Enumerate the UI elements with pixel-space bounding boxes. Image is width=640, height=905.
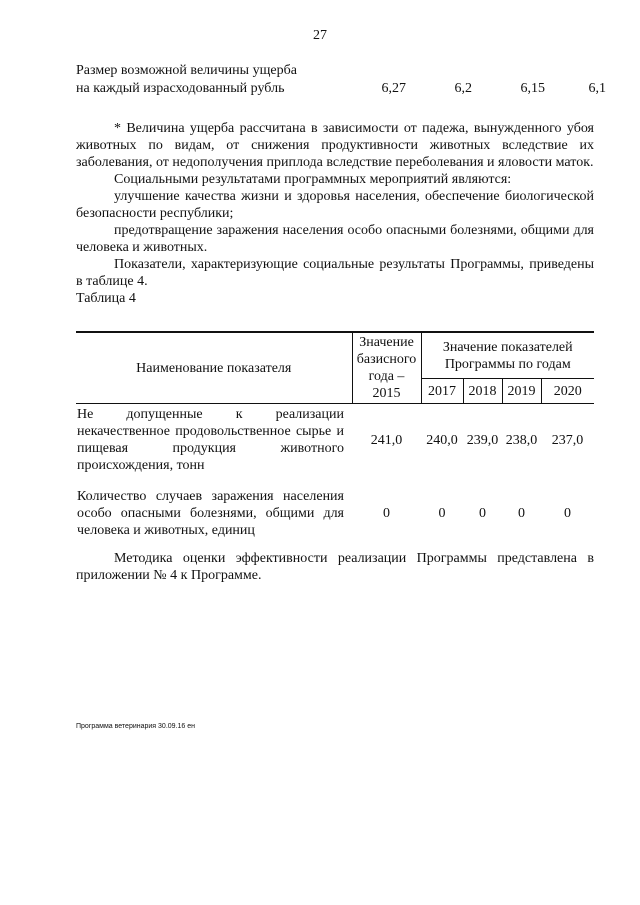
row-value-2018: 239,0: [466, 432, 499, 448]
table-caption: Таблица 4: [76, 291, 136, 306]
damage-value-2017: 6,27: [381, 81, 406, 96]
header-year-2019: 2019: [502, 379, 541, 404]
header-year-2020: 2020: [541, 379, 594, 404]
paragraph-prevention: предотвращение заражения населения особо опасными болезнями, общими для человека и животных.: [76, 223, 594, 255]
row-value-2018: 0: [479, 506, 486, 521]
body-text: [76, 120, 594, 307]
header-year-2017: 2017: [421, 379, 463, 404]
row-value-2020: 237,0: [551, 432, 584, 448]
indicators-table: [76, 331, 594, 541]
row-name: Не допущенные к реализации некачественное продовольственное сырье и пищевая продукция животного происхождения, тонн: [77, 407, 344, 473]
paragraph-social-results: Социальными результатами программных мероприятий являются:: [114, 172, 512, 187]
damage-label-line2: на каждый израсходованный рубль: [76, 81, 285, 96]
row-value-2019: 238,0: [505, 432, 538, 448]
table-row: [76, 486, 594, 541]
page-number: 27: [313, 28, 327, 43]
closing-text: [76, 550, 594, 584]
document-stamp: Программа ветеринария 30.09.16 ен: [76, 723, 195, 730]
row-base-value: 241,0: [370, 432, 403, 448]
paragraph-footnote: * Величина ущерба рассчитана в зависимости от падежа, вынужденного убоя животных по видам, от снижения продуктивности животных вследствие их заболевания, от недополучения приплода вследствие переболевания и яловости маток.: [76, 121, 594, 170]
row-name: Количество случаев заражения населения особо опасными болезнями, общими для человека и животных, единиц: [77, 489, 344, 538]
row-value-2017: 0: [438, 506, 446, 521]
row-value-2019: 0: [518, 506, 525, 521]
row-value-2020: 0: [564, 506, 571, 521]
row-value-2017: 240,0: [426, 432, 458, 448]
paragraph-quality-of-life: улучшение качества жизни и здоровья населения, обеспечение биологической безопасности республики;: [76, 189, 594, 221]
row-base-value: 0: [383, 506, 390, 521]
paragraph-indicators: Показатели, характеризующие социальные результаты Программы, приведены в таблице 4.: [76, 257, 594, 289]
header-program-values: Значение показателей Программы по годам: [421, 332, 594, 379]
damage-label: [76, 62, 346, 98]
table-row: [76, 404, 594, 477]
header-base-year: Значение базисного года – 2015: [352, 332, 421, 404]
damage-value-2018: 6,2: [454, 81, 472, 96]
paragraph-methodology: Методика оценки эффективности реализации Программы представлена в приложении № 4 к Программе.: [76, 551, 594, 583]
damage-label-line1: Размер возможной величины ущерба: [76, 63, 297, 78]
header-indicator-name: Наименование показателя: [76, 332, 352, 404]
damage-ratio-row: [76, 62, 606, 98]
damage-value-2020: 6,1: [588, 81, 606, 96]
damage-value-2019: 6,15: [520, 81, 545, 96]
header-year-2018: 2018: [463, 379, 502, 404]
